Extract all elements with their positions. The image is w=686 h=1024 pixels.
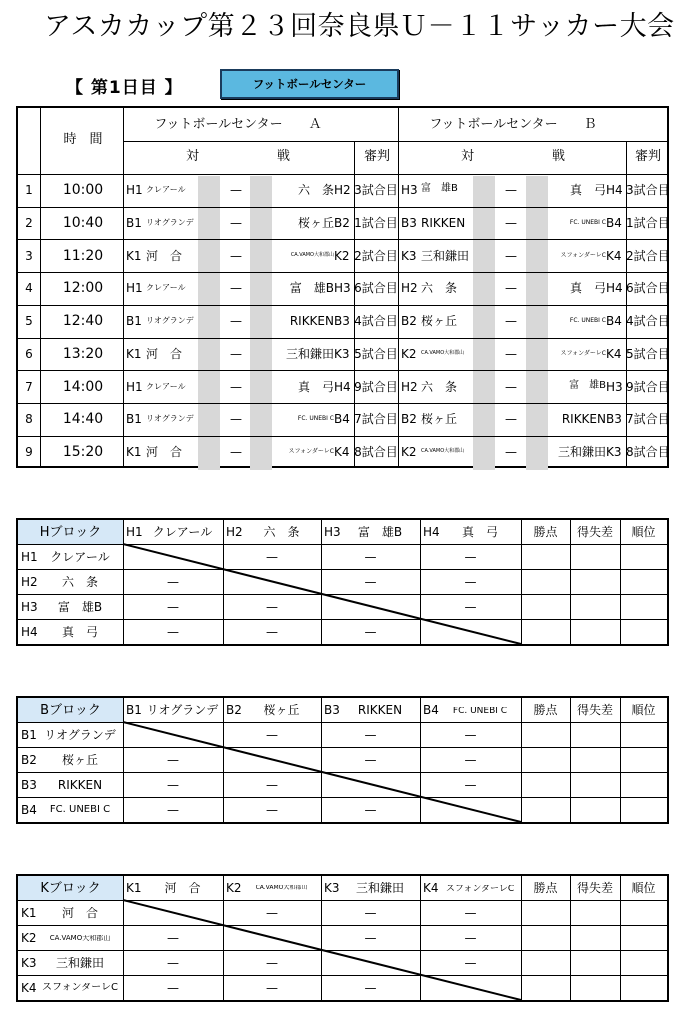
vs-dash: — [230,248,242,263]
vs-dash: — [505,346,517,361]
column-team-name: CA.VAMO大和郡山 [255,885,308,891]
column-team-name: リオグランデ [146,704,219,716]
home-team: リオグランデ [146,414,194,424]
column-team-code: B3 [324,703,340,717]
away-code: K4 [606,346,622,361]
grid-line [18,239,667,240]
away-team: スフォンダーレC [560,251,606,259]
away-team: 富 雄B [289,281,334,296]
vs-dash: — [505,183,517,198]
column-team-name: スフォンダーレC [445,885,515,894]
row-team-name: 三和鎌田 [55,957,104,969]
home-team: 桜ヶ丘 [421,314,458,329]
venue-b-header: フットボールセンター Ｂ [429,117,597,132]
referee-cell: 6試合目 [626,281,670,296]
away-code: B4 [334,412,350,427]
row-team-code: H4 [21,625,38,639]
home-code: B1 [126,314,142,329]
away-team: FC. UNEBI C [569,219,606,227]
home-team: クレアール [146,283,186,293]
row-team-code: B2 [21,753,37,767]
row-team-name: リオグランデ [44,729,116,741]
grid-line [40,108,41,466]
empty-cell-dash: — [167,778,179,792]
away-team: FC. UNEBI C [569,317,606,325]
column-team-code: H3 [324,525,341,539]
column-team-code: K3 [324,881,340,895]
home-code: H1 [126,183,143,198]
empty-cell-dash: — [464,550,477,564]
home-team: RIKKEN [421,216,466,231]
row-team-code: B4 [21,803,37,817]
row-team-code: K3 [21,956,37,970]
match-number: 5 [25,314,33,329]
empty-cell-dash: — [464,600,477,614]
referee-cell: 9試合目 [626,379,670,394]
home-code: H2 [401,379,418,394]
home-code: K1 [126,346,142,361]
home-team: 河 合 [146,248,183,263]
match-time: 10:40 [62,215,104,232]
home-code: B3 [401,216,417,231]
home-code: B1 [126,216,142,231]
home-code: K3 [401,248,417,263]
schedule-table [16,106,669,468]
venue-badge: フットボールセンター [220,69,399,99]
away-code: B2 [334,216,350,231]
match-number: 4 [25,281,33,296]
row-team-code: B3 [21,778,37,792]
grid-line [123,141,667,142]
home-code: K2 [401,444,417,459]
referee-cell: 5試合目 [626,346,670,361]
vs-dash: — [505,216,517,231]
grid-line [18,403,667,404]
block-title: Kブロック [40,881,101,896]
grid-line [123,108,124,466]
stats-header: 勝点 [533,525,558,539]
empty-cell-dash: — [167,600,179,614]
referee-cell: 2試合目 [626,248,670,263]
row-team-name: FC. UNEBI C [49,805,111,815]
vs-dash: — [230,314,242,329]
home-team: 河 合 [146,346,183,361]
grid-line [18,436,667,437]
grid-line [18,370,667,371]
column-team-name: 河 合 [164,882,201,894]
empty-cell-dash: — [364,803,377,817]
h-block-table [16,518,669,646]
row-team-code: H2 [21,575,38,589]
k-block-table [16,874,669,1002]
away-code: B3 [334,314,350,329]
away-code: H4 [606,281,623,296]
vs-dash: — [230,281,242,296]
referee-cell: 4試合目 [626,314,670,329]
referee-cell: 4試合目 [354,314,398,329]
column-team-name: FC. UNEBI C [452,707,508,716]
home-team: 六 条 [421,379,458,394]
row-team-code: K2 [21,931,37,945]
referee-cell: 1試合目 [626,216,670,231]
column-team-name: 六 条 [263,526,300,538]
empty-cell-dash: — [167,956,179,970]
referee-cell: 9試合目 [354,379,398,394]
away-code: K4 [334,444,350,459]
row-team-name: 桜ヶ丘 [61,754,98,766]
column-team-code: H4 [423,525,440,539]
stats-header: 勝点 [533,703,558,717]
stats-header: 順位 [631,703,656,717]
empty-cell-dash: — [464,753,477,767]
match-number: 7 [25,379,33,394]
away-team: 真 弓 [297,379,334,394]
row-team-name: スフォンダーレC [42,983,118,993]
column-team-code: K4 [423,881,439,895]
away-code: H4 [606,183,623,198]
home-code: K2 [401,346,417,361]
match-number: 2 [25,216,33,231]
row-team-name: 富 雄B [57,601,103,613]
match-number: 1 [25,183,33,198]
home-code: K1 [126,248,142,263]
stats-header: 勝点 [533,881,558,895]
time-header: 時 間 [63,132,103,147]
empty-cell-dash: — [364,906,377,920]
home-code: H1 [126,379,143,394]
empty-cell-dash: — [167,981,179,995]
stats-header: 順位 [631,525,656,539]
home-code: B2 [401,412,417,427]
column-team-code: K2 [226,881,242,895]
empty-cell-dash: — [266,906,278,920]
empty-cell-dash: — [464,778,477,792]
empty-cell-dash: — [364,575,377,589]
referee-cell: 7試合目 [354,412,398,427]
vs-header: 対 戦 [185,149,290,164]
home-team: 河 合 [146,444,183,459]
match-time: 11:20 [62,247,104,264]
away-team: 桜ヶ丘 [297,216,334,231]
match-number: 9 [25,444,33,459]
match-time: 10:00 [62,182,104,199]
away-team: スフォンダーレC [560,349,606,357]
empty-cell-dash: — [364,981,377,995]
away-team: 六 条 [297,183,334,198]
empty-cell-dash: — [266,981,278,995]
block-title: Bブロック [40,703,101,718]
stats-header: 得失差 [576,525,613,539]
home-team: クレアール [146,185,186,195]
gray-stripe [198,176,220,470]
referee-cell: 8試合目 [354,444,398,459]
row-team-name: RIKKEN [57,779,103,791]
home-code: B1 [126,412,142,427]
row-team-code: B1 [21,728,37,742]
match-time: 14:40 [62,411,104,428]
referee-cell: 1試合目 [354,216,398,231]
away-code: K2 [334,248,350,263]
vs-dash: — [230,379,242,394]
home-team: リオグランデ [146,218,194,228]
match-time: 13:20 [62,345,104,362]
home-team: 桜ヶ丘 [421,412,458,427]
column-team-code: K1 [126,881,142,895]
empty-cell-dash: — [266,728,278,742]
empty-cell-dash: — [167,753,179,767]
row-team-code: H1 [21,550,38,564]
home-team: クレアール [146,381,186,391]
grid-line [18,272,667,273]
day-label: 【 第1日目 】 [66,78,183,98]
match-time: 12:40 [62,313,104,330]
row-team-name: 河 合 [61,907,98,919]
vs-dash: — [230,183,242,198]
vs-dash: — [505,314,517,329]
vs-dash: — [230,444,242,459]
column-team-name: 真 弓 [461,526,498,538]
away-code: B4 [606,216,622,231]
empty-cell-dash: — [266,625,278,639]
away-code: H2 [334,183,351,198]
home-team: リオグランデ [146,316,194,326]
home-code: K1 [126,444,142,459]
empty-cell-dash: — [464,956,477,970]
vs-dash: — [505,412,517,427]
away-team: RIKKEN [289,314,334,329]
vs-dash: — [505,281,517,296]
away-team: 真 弓 [569,281,606,296]
away-team: 三和鎌田 [285,346,334,361]
vs-header: 対 戦 [460,149,565,164]
column-team-name: 富 雄B [357,526,403,538]
home-team: CA.VAMO大和郡山 [421,447,465,454]
empty-cell-dash: — [464,931,477,945]
column-team-code: B4 [423,703,439,717]
row-team-name: 真 弓 [61,626,98,638]
grid-line [18,207,667,208]
empty-cell-dash: — [464,728,477,742]
empty-cell-dash: — [167,625,179,639]
vs-dash: — [230,216,242,231]
stats-header: 得失差 [576,703,613,717]
empty-cell-dash: — [266,600,278,614]
row-team-name: 六 条 [61,576,98,588]
column-team-code: H2 [226,525,243,539]
away-code: H4 [334,379,351,394]
home-code: H3 [401,183,418,198]
referee-cell: 8試合目 [626,444,670,459]
vs-dash: — [505,379,517,394]
referee-cell: 6試合目 [354,281,398,296]
referee-cell: 2試合目 [354,248,398,263]
empty-cell-dash: — [364,753,377,767]
referee-cell: 3試合目 [626,183,670,198]
empty-cell-dash: — [266,803,278,817]
empty-cell-dash: — [167,803,179,817]
home-team: 富 雄B [421,183,458,195]
venue-a-header: フットボールセンター Ａ [154,117,322,132]
empty-cell-dash: — [266,550,278,564]
empty-cell-dash: — [266,956,278,970]
referee-header: 審判 [634,149,661,164]
row-team-code: K4 [21,981,37,995]
away-team: RIKKEN [561,412,606,427]
empty-cell-dash: — [364,931,377,945]
empty-cell-dash: — [364,728,377,742]
gray-stripe [473,176,495,470]
row-team-code: K1 [21,906,37,920]
vs-dash: — [505,248,517,263]
row-team-name: CA.VAMO大和郡山 [49,935,111,942]
away-code: K3 [606,444,622,459]
vs-dash: — [230,346,242,361]
away-team: スフォンダーレC [288,447,334,455]
empty-cell-dash: — [364,625,377,639]
match-number: 8 [25,412,33,427]
home-team: 六 条 [421,281,458,296]
home-team: 三和鎌田 [421,248,470,263]
referee-header: 審判 [363,149,390,164]
empty-cell-dash: — [167,931,179,945]
column-team-name: 桜ヶ丘 [263,704,300,716]
empty-cell-dash: — [364,550,377,564]
grid-line [398,108,399,466]
match-time: 12:00 [62,280,104,297]
column-team-code: B1 [126,703,142,717]
page-title: アスカカップ第２３回奈良県Ｕ－１１サッカー大会 [44,11,675,42]
b-block-table [16,696,669,824]
stats-header: 順位 [631,881,656,895]
match-time: 14:00 [62,378,104,395]
away-team: FC. UNEBI C [297,415,334,423]
match-time: 15:20 [62,443,104,460]
away-team: 三和鎌田 [557,444,606,459]
grid-line [18,305,667,306]
empty-cell-dash: — [266,778,278,792]
away-code: H3 [334,281,351,296]
home-team: CA.VAMO大和郡山 [421,349,465,356]
home-code: H2 [401,281,418,296]
vs-dash: — [230,412,242,427]
grid-line [18,338,667,339]
away-code: K4 [606,248,622,263]
grid-line [18,174,667,175]
row-team-name: クレアール [50,551,110,563]
away-code: H3 [606,379,623,394]
match-number: 3 [25,248,33,263]
row-team-code: H3 [21,600,38,614]
away-code: B4 [606,314,622,329]
away-team: 真 弓 [569,183,606,198]
column-team-code: H1 [126,525,143,539]
away-team: CA.VAMO大和郡山 [290,251,334,258]
away-code: B3 [606,412,622,427]
column-team-name: RIKKEN [357,704,403,716]
column-team-code: B2 [226,703,242,717]
column-team-name: クレアール [152,526,213,538]
referee-cell: 3試合目 [354,183,398,198]
column-team-name: 三和鎌田 [355,882,404,894]
away-code: K3 [334,346,350,361]
referee-cell: 7試合目 [626,412,670,427]
match-number: 6 [25,346,33,361]
referee-cell: 5試合目 [354,346,398,361]
empty-cell-dash: — [464,575,477,589]
home-code: B2 [401,314,417,329]
empty-cell-dash: — [167,575,179,589]
away-team: 富 雄B [569,379,606,391]
stats-header: 得失差 [576,881,613,895]
empty-cell-dash: — [464,906,477,920]
vs-dash: — [505,444,517,459]
home-code: H1 [126,281,143,296]
block-title: Hブロック [39,525,102,540]
